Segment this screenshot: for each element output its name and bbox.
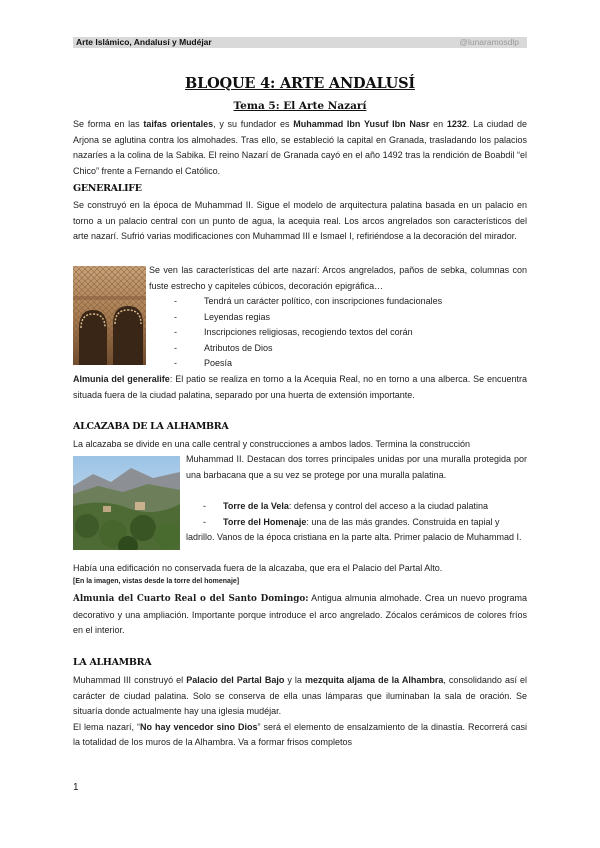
generalife-arches-photo — [73, 266, 146, 365]
page-title: BLOQUE 4: ARTE ANDALUSÍ — [185, 75, 415, 92]
cuarto-real-paragraph: Almunia del Cuarto Real o del Santo Domingo: Antigua almunia almohade. Crea un nuevo programa decorativo y una ampliación. Importante porque introduce el arco angrelado. Zócalos cerámicos de colores fríos en el interior. — [73, 593, 528, 635]
page-number: 1 — [73, 782, 79, 793]
alcazaba-towers-list — [203, 499, 527, 530]
generalife-heading: GENERALIFE — [73, 183, 142, 194]
list-item: - Inscripciones religiosas, recogiendo textos del corán — [174, 325, 527, 341]
generalife-almunia-paragraph: Almunia del generalife: El patio se realiza en torno a la Acequia Real, no en torno a una alberca. Se encuentra situada fuera de la ciudad palatina, separado por una huerta de extensión importante. — [73, 374, 528, 400]
generalife-inscriptions-list — [174, 294, 527, 372]
alcazaba-paragraph-3: ladrillo. Vanos de la época cristiana en la parte alta. Primer palacio de Muhammad I. — [186, 532, 522, 542]
alcazaba-view-photo — [73, 456, 180, 550]
intro-paragraph: Se forma en las taifas orientales, y su fundador es Muhammad Ibn Yusuf Ibn Nasr en 1232. La ciudad de Arjona se aglutina contra los almohades. Tras ello, se estableció la capital en Granada, trasladando los palacios nazaríes a la colina de la Sabika. El reino Nazarí de Granada cayó en el año 1492 tras la rendición de Boabdil “el Chico” frente a Fernando el Católico. — [73, 119, 528, 176]
alhambra-heading: LA ALHAMBRA — [73, 657, 152, 668]
alcazaba-paragraph-1: La alcazaba se divide en una calle central y construcciones a ambos lados. Termina la construcción — [73, 439, 471, 449]
header-course-title: Arte Islámico, Andalusí y Mudéjar — [76, 37, 212, 47]
alcazaba-paragraph-2: Muhammad II. Destacan dos torres principales unidas por una muralla protegida por una barbacana que a su vez se protege por una muralla palatina. — [186, 454, 527, 480]
generalife-paragraph: Se construyó en la época de Muhammad II. Sigue el modelo de arquitectura palatina basada en un palacio en torno a un palacio central con un punto de agua, la acequia real. Los arcos angrelados son característicos del arte nazarí. Sufrió varias modificaciones con Muhammad III e Ismael I, refiriéndose a la decoración del mirador. — [73, 200, 527, 241]
list-item: - Tendrá un carácter político, con inscripciones fundacionales — [174, 294, 527, 310]
image-caption: [En la imagen, vistas desde la torre del homenaje] — [73, 578, 240, 585]
page-header — [73, 37, 527, 48]
page-subtitle: Tema 5: El Arte Nazarí — [233, 100, 367, 112]
list-item: - Atributos de Dios — [174, 341, 527, 357]
alcazaba-heading: ALCAZABA DE LA ALHAMBRA — [73, 421, 229, 432]
header-author-handle: @lunaramosdlp — [459, 37, 519, 47]
list-item: - Torre del Homenaje: una de las más grandes. Construida en tapial y — [203, 515, 527, 531]
list-item: - Poesía — [174, 356, 527, 372]
alcazaba-paragraph-4: Había una edificación no conservada fuera de la alcazaba, que era el Palacio del Partal Alto. — [73, 563, 443, 573]
alhambra-paragraph: Muhammad III construyó el Palacio del Partal Bajo y la mezquita aljama de la Alhambra, consolidando así el carácter de ciudad palatina. Solo se conserva de ella unas lámparas que iluminaban la sala de oración. Se situaría donde actualmente hay una iglesia mudéjar. El lema nazarí, “No hay vencedor sino Dios” será el elemento de ensalzamiento de la dinastía. Recorrerá casi la totalidad de los muros de la Alhambra. Va a formar frisos completos — [73, 675, 528, 747]
list-item: - Leyendas regias — [174, 310, 527, 326]
list-item: - Torre de la Vela: defensa y control del acceso a la ciudad palatina — [203, 499, 527, 515]
generalife-features-paragraph: Se ven las características del arte nazarí: Arcos angrelados, paños de sebka, columnas con fuste estrecho y capiteles cúbicos, decoración epigráfica… — [149, 265, 527, 291]
